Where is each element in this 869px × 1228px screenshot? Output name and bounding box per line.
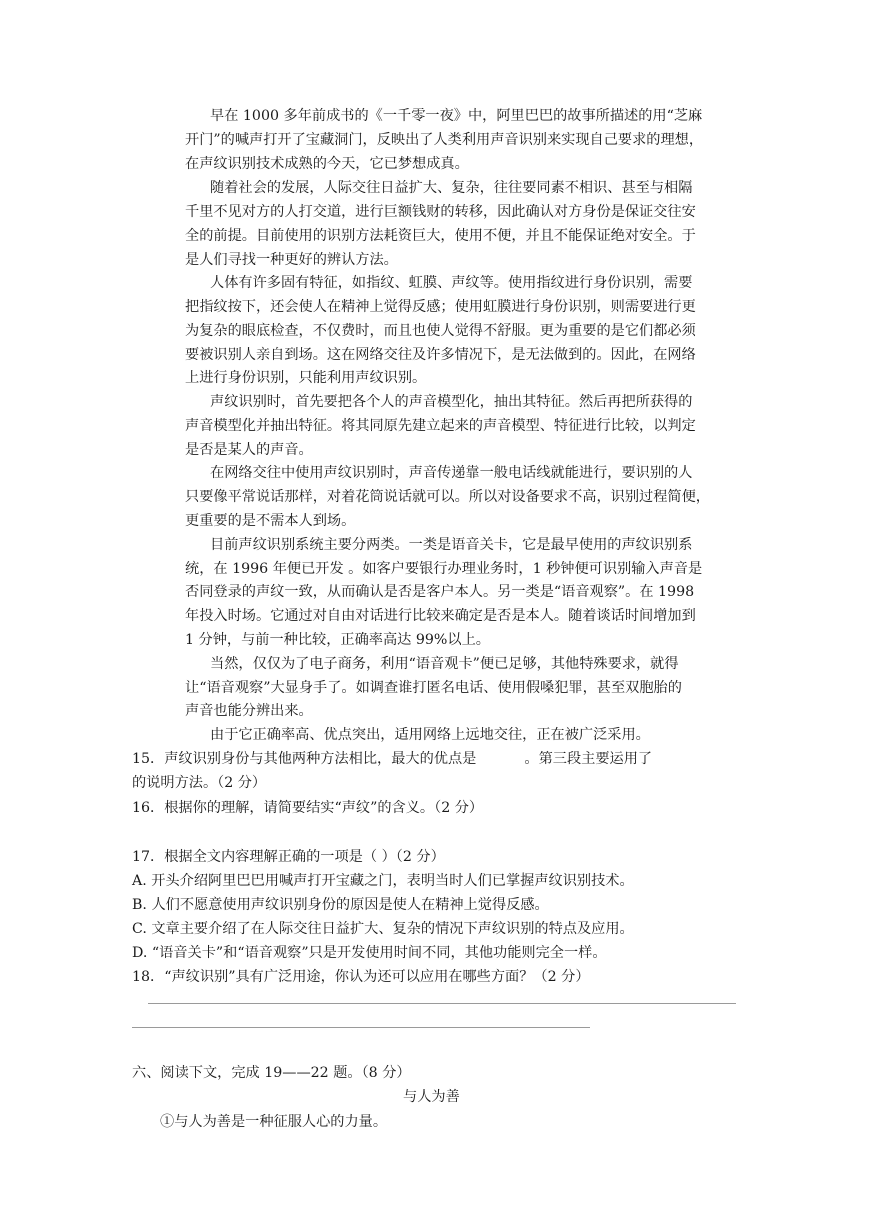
section-heading: 六、阅读下文，完成 19——22 题。（8 分）: [132, 1065, 411, 1081]
article-paragraph: ①与人为善是一种征服人心的力量。: [160, 1114, 388, 1130]
question-17: 17．根据全文内容理解正确的一项是（ ）（2 分）: [132, 849, 445, 865]
passage-line: 声音模型化并抽出特征。将其同原先建立起来的声音模型、特征进行比较，以判定: [185, 418, 696, 434]
passage-line: 年投入时场。它通过对自由对话进行比较来确定是否是本人。随着谈话时间增加到: [185, 608, 696, 624]
question-18: 18．“声纹识别”具有广泛用途，你认为还可以应用在哪些方面？（2 分）: [132, 969, 590, 985]
question-15-part2: 。第三段主要运用了: [524, 751, 653, 767]
passage-line: 1 分钟，与前一种比较，正确率高达 99%以上。: [185, 632, 490, 648]
passage-line: 随着社会的发展，人际交往日益扩大、复杂，往往要同素不相识、甚至与相隔: [210, 180, 693, 196]
passage-line: 目前声纹识别系统主要分两类。一类是语音关卡，它是最早使用的声纹识别系: [210, 537, 693, 553]
passage-line: 否同登录的声纹一致，从而确认是否是客户本人。另一类是“语音观察”。在 1998: [185, 584, 695, 600]
passage-line: 由于它正确率高、优点突出，适用网络上远地交往，正在被广泛采用。: [210, 727, 650, 743]
answer-line[interactable]: [132, 1027, 590, 1028]
option-c: C. 文章主要介绍了在人际交往日益扩大、复杂的情况下声纹识别的特点及应用。: [132, 921, 634, 937]
question-16: 16．根据你的理解，请简要结实“声纹”的含义。（2 分）: [132, 800, 484, 816]
answer-line[interactable]: [148, 1003, 736, 1004]
passage-line: 更重要的是不需本人到场。: [185, 513, 356, 529]
question-15-part1: 15．声纹识别身份与其他两种方法相比，最大的优点是: [132, 751, 477, 767]
passage-line: 为复杂的眼底检查，不仅费时，而且也使人觉得不舒服。更为重要的是它们都必须: [185, 323, 696, 339]
question-15-line2: 的说明方法。（2 分）: [132, 775, 267, 791]
passage-line: 人体有许多固有特征，如指纹、虹膜、声纹等。使用指纹进行身份识别，需要: [210, 275, 693, 291]
passage-line: 在网络交往中使用声纹识别时，声音传递靠一般电话线就能进行，要识别的人: [210, 465, 693, 481]
passage-line: 只要像平常说话那样，对着花筒说话就可以。所以对设备要求不高，识别过程简便，: [185, 489, 710, 505]
passage-line: 是人们寻找一种更好的辨认方法。: [185, 252, 398, 268]
passage-line: 上进行身份识别，只能利用声纹识别。: [185, 370, 427, 386]
passage-line: 全的前提。目前使用的识别方法耗资巨大，使用不便，并且不能保证绝对安全。于: [185, 228, 696, 244]
option-a: A. 开头介绍阿里巴巴用喊声打开宝藏之门，表明当时人们已掌握声纹识别技术。: [132, 873, 634, 889]
option-b: B. 人们不愿意使用声纹识别身份的原因是使人在精神上觉得反感。: [132, 897, 549, 913]
passage-line: 千里不见对方的人打交道，进行巨额钱财的转移，因此确认对方身份是保证交往安: [185, 204, 696, 220]
option-d: D. “语音关卡”和“语音观察”只是开发使用时间不同，其他功能则完全一样。: [132, 945, 607, 961]
article-title: 与人为善: [403, 1089, 460, 1105]
passage-line: 是否是某人的声音。: [185, 442, 313, 458]
passage-line: 要被识别人亲自到场。这在网络交往及许多情况下，是无法做到的。因此，在网络: [185, 347, 696, 363]
passage-line: 统，在 1996 年便已开发 。如客户要银行办理业务时，1 秒钟便可识别输入声音是: [185, 561, 703, 577]
question-15: [132, 747, 652, 771]
passage-line: 声纹识别时，首先要把各个人的声音模型化，抽出其特征。然后再把所获得的: [210, 394, 693, 410]
passage-line: 把指纹按下，还会使人在精神上觉得反感；使用虹膜进行身份识别，则需要进行更: [185, 299, 696, 315]
passage-line: 开门”的喊声打开了宝藏洞门，反映出了人类利用声音识别来实现自己要求的理想，: [185, 132, 704, 148]
passage-line: 早在 1000 多年前成书的《一千零一夜》中，阿里巴巴的故事所描述的用“芝麻: [210, 108, 703, 124]
passage-line: 声音也能分辨出来。: [185, 703, 313, 719]
passage-line: 让“语音观察”大显身手了。如调查谁打匿名电话、使用假嗓犯罪，甚至双胞胎的: [185, 680, 682, 696]
passage-line: 在声纹识别技术成熟的今天，它已梦想成真。: [185, 156, 469, 172]
passage-line: 当然，仅仅为了电子商务，利用“语音观卡”便已足够，其他特殊要求，就得: [210, 656, 679, 672]
